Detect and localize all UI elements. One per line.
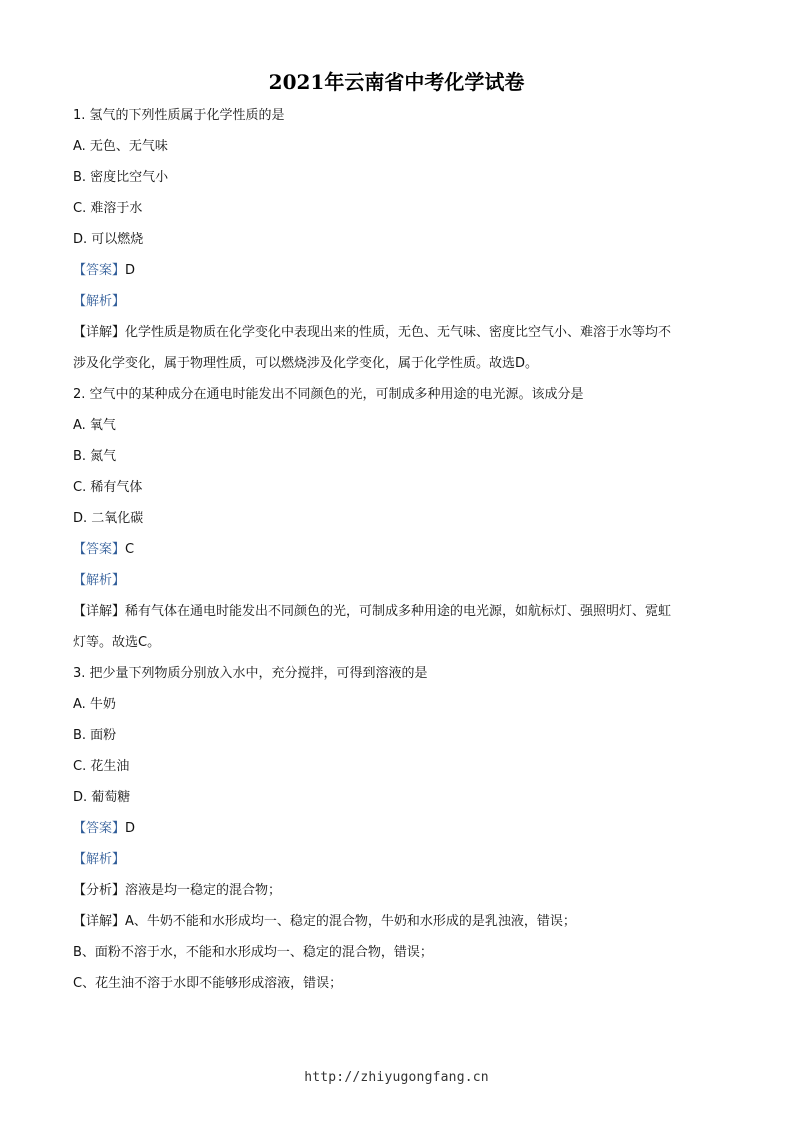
question-2-option-d: D. 二氧化碳 (73, 511, 144, 526)
detail-line: 【详解】化学性质是物质在化学变化中表现出来的性质，无色、无气味、密度比空气小、难溶于水等均不 (73, 325, 672, 340)
question-3-answer (73, 819, 725, 839)
answer-label: 【答案】 (73, 821, 126, 836)
question-1-option-d: D. 可以燃烧 (73, 232, 144, 247)
question-1-stem: 1. 氢气的下列性质属于化学性质的是 (73, 108, 285, 123)
question-3-detail-a: 【详解】A、牛奶不能和水形成均一、稳定的混合物，牛奶和水形成的是乳浊液，错误； (73, 914, 576, 929)
question-1-option-b: B. 密度比空气小 (73, 170, 169, 185)
detail-line: 灯等。故选C。 (73, 635, 161, 650)
question-3-option-c: C. 花生油 (73, 759, 130, 774)
detail-line: 【详解】稀有气体在通电时能发出不同颜色的光，可制成多种用途的电光源，如航标灯、强照明灯、霓虹 (73, 604, 672, 619)
detail-line: 涉及化学变化，属于物理性质，可以燃烧涉及化学变化，属于化学性质。故选D。 (73, 356, 539, 371)
answer-value: C (125, 542, 135, 557)
question-3-option-b: B. 面粉 (73, 728, 117, 743)
question-2-stem: 2. 空气中的某种成分在通电时能发出不同颜色的光，可制成多种用途的电光源。该成分是 (73, 387, 584, 402)
question-3-stem: 3. 把少量下列物质分别放入水中，充分搅拌，可得到溶液的是 (73, 666, 428, 681)
question-1-option-c: C. 难溶于水 (73, 201, 143, 216)
answer-label: 【答案】 (73, 263, 126, 278)
page-title: 2021年云南省中考化学试卷 (268, 70, 525, 94)
question-3-fenxi: 【分析】溶液是均一稳定的混合物； (73, 883, 282, 898)
answer-value: D (125, 821, 136, 836)
question-1-detail (73, 323, 725, 374)
question-2-detail (73, 602, 725, 653)
answer-value: D (125, 263, 136, 278)
question-3-analysis-label: 【解析】 (73, 852, 126, 867)
question-3-option-d: D. 葡萄糖 (73, 790, 131, 805)
question-list (73, 106, 725, 1005)
question-3-detail-c: C、花生油不溶于水即不能够形成溶液，错误； (73, 976, 343, 991)
question-1-analysis-label: 【解析】 (73, 294, 126, 309)
answer-label: 【答案】 (73, 542, 126, 557)
question-2-option-c: C. 稀有气体 (73, 480, 143, 495)
question-2-analysis-label: 【解析】 (73, 573, 126, 588)
question-2-option-a: A. 氧气 (73, 418, 116, 433)
question-2-option-b: B. 氮气 (73, 449, 117, 464)
question-2-answer (73, 540, 725, 560)
question-3-detail-b: B、面粉不溶于水，不能和水形成均一、稳定的混合物，错误； (73, 945, 433, 960)
question-1-option-a: A. 无色、无气味 (73, 139, 168, 154)
question-1-answer (73, 261, 725, 281)
question-3-option-a: A. 牛奶 (73, 697, 116, 712)
footer-url: http://zhiyugongfang.cn (304, 1070, 489, 1085)
